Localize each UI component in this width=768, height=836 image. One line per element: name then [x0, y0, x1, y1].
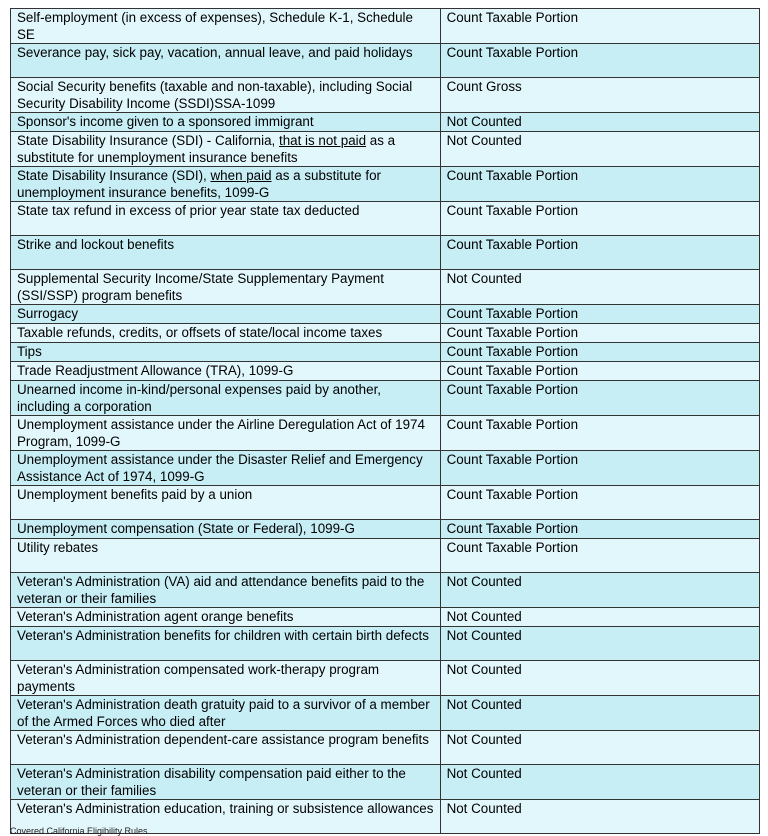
table-row	[11, 608, 760, 627]
income-type-cell: Veteran's Administration education, training or subsistence allowances	[11, 800, 441, 834]
income-type-cell: Sponsor's income given to a sponsored immigrant	[11, 113, 441, 132]
treatment-cell: Not Counted	[440, 696, 759, 731]
treatment-cell: Count Taxable Portion	[440, 486, 759, 520]
table-row	[11, 381, 760, 416]
table-row	[11, 696, 760, 731]
income-type-text: as a substitute for unemployment insurance benefits	[17, 133, 396, 165]
table-row	[11, 236, 760, 270]
treatment-cell: Not Counted	[440, 132, 759, 167]
income-type-cell	[11, 167, 441, 202]
income-type-cell: Self-employment (in excess of expenses), Schedule K-1, Schedule SE	[11, 9, 441, 44]
table-row	[11, 202, 760, 236]
income-type-cell: Veteran's Administration death gratuity paid to a survivor of a member of the Armed Forces who died after	[11, 696, 441, 731]
table-row	[11, 451, 760, 486]
income-type-cell: Veteran's Administration benefits for children with certain birth defects	[11, 627, 441, 661]
income-type-text: State Disability Insurance (SDI),	[17, 168, 211, 183]
table-row	[11, 573, 760, 608]
income-type-cell: Surrogacy	[11, 305, 441, 324]
treatment-cell: Count Taxable Portion	[440, 416, 759, 451]
table-row	[11, 416, 760, 451]
table-row	[11, 627, 760, 661]
table-row	[11, 520, 760, 539]
treatment-cell: Count Taxable Portion	[440, 324, 759, 343]
treatment-cell: Count Gross	[440, 78, 759, 113]
income-type-cell: Social Security benefits (taxable and non-taxable), including Social Security Disability Income (SSDI)SSA-1099	[11, 78, 441, 113]
income-type-cell: Unearned income in-kind/personal expenses paid by another, including a corporation	[11, 381, 441, 416]
table-row	[11, 44, 760, 78]
table-row	[11, 765, 760, 800]
table-row	[11, 167, 760, 202]
treatment-cell: Count Taxable Portion	[440, 9, 759, 44]
income-type-cell: Unemployment benefits paid by a union	[11, 486, 441, 520]
income-type-cell: State tax refund in excess of prior year state tax deducted	[11, 202, 441, 236]
income-type-cell: Trade Readjustment Allowance (TRA), 1099-G	[11, 362, 441, 381]
income-treatment-table	[10, 8, 760, 834]
income-type-cell: Veteran's Administration compensated work-therapy program payments	[11, 661, 441, 696]
income-type-cell: Veteran's Administration dependent-care assistance program benefits	[11, 731, 441, 765]
table-row	[11, 305, 760, 324]
treatment-cell: Not Counted	[440, 765, 759, 800]
table-row	[11, 270, 760, 305]
table-row	[11, 113, 760, 132]
treatment-cell: Count Taxable Portion	[440, 305, 759, 324]
income-table-container	[10, 8, 760, 834]
table-row	[11, 362, 760, 381]
income-type-underlined-text: that is not paid	[278, 133, 367, 148]
table-row	[11, 731, 760, 765]
income-type-cell: Utility rebates	[11, 539, 441, 573]
income-type-text: as a substitute for unemployment insurance benefits, 1099-G	[17, 168, 381, 200]
income-type-cell: Supplemental Security Income/State Supplementary Payment (SSI/SSP) program benefits	[11, 270, 441, 305]
treatment-cell: Count Taxable Portion	[440, 381, 759, 416]
treatment-cell: Count Taxable Portion	[440, 202, 759, 236]
table-row	[11, 324, 760, 343]
income-type-cell: Veteran's Administration disability compensation paid either to the veteran or their families	[11, 765, 441, 800]
treatment-cell: Not Counted	[440, 573, 759, 608]
table-row	[11, 9, 760, 44]
table-row	[11, 343, 760, 362]
table-row	[11, 132, 760, 167]
income-type-cell: Unemployment compensation (State or Federal), 1099-G	[11, 520, 441, 539]
income-type-text: State Disability Insurance (SDI) - California,	[17, 133, 279, 148]
income-type-cell: Strike and lockout benefits	[11, 236, 441, 270]
table-row	[11, 486, 760, 520]
table-row	[11, 539, 760, 573]
treatment-cell: Count Taxable Portion	[440, 451, 759, 486]
treatment-cell: Count Taxable Portion	[440, 362, 759, 381]
treatment-cell: Count Taxable Portion	[440, 539, 759, 573]
income-type-cell: Severance pay, sick pay, vacation, annual leave, and paid holidays	[11, 44, 441, 78]
treatment-cell: Count Taxable Portion	[440, 167, 759, 202]
income-type-cell: Veteran's Administration agent orange benefits	[11, 608, 441, 627]
treatment-cell: Not Counted	[440, 731, 759, 765]
income-type-cell	[11, 132, 441, 167]
treatment-cell: Count Taxable Portion	[440, 44, 759, 78]
treatment-cell: Not Counted	[440, 270, 759, 305]
income-type-underlined-text: when paid	[210, 168, 272, 183]
treatment-cell: Not Counted	[440, 627, 759, 661]
income-type-cell: Tips	[11, 343, 441, 362]
treatment-cell: Not Counted	[440, 608, 759, 627]
treatment-cell: Not Counted	[440, 113, 759, 132]
treatment-cell: Not Counted	[440, 800, 759, 834]
treatment-cell: Count Taxable Portion	[440, 520, 759, 539]
source-footer: Covered California Eligibility Rules	[10, 826, 148, 836]
income-type-cell: Unemployment assistance under the Airline Deregulation Act of 1974 Program, 1099-G	[11, 416, 441, 451]
treatment-cell: Count Taxable Portion	[440, 236, 759, 270]
treatment-cell: Not Counted	[440, 661, 759, 696]
income-type-cell: Veteran's Administration (VA) aid and attendance benefits paid to the veteran or their families	[11, 573, 441, 608]
income-type-cell: Unemployment assistance under the Disaster Relief and Emergency Assistance Act of 1974, 1099-G	[11, 451, 441, 486]
income-table-body	[11, 9, 760, 834]
table-row	[11, 78, 760, 113]
table-row	[11, 661, 760, 696]
treatment-cell: Count Taxable Portion	[440, 343, 759, 362]
income-type-cell: Taxable refunds, credits, or offsets of state/local income taxes	[11, 324, 441, 343]
